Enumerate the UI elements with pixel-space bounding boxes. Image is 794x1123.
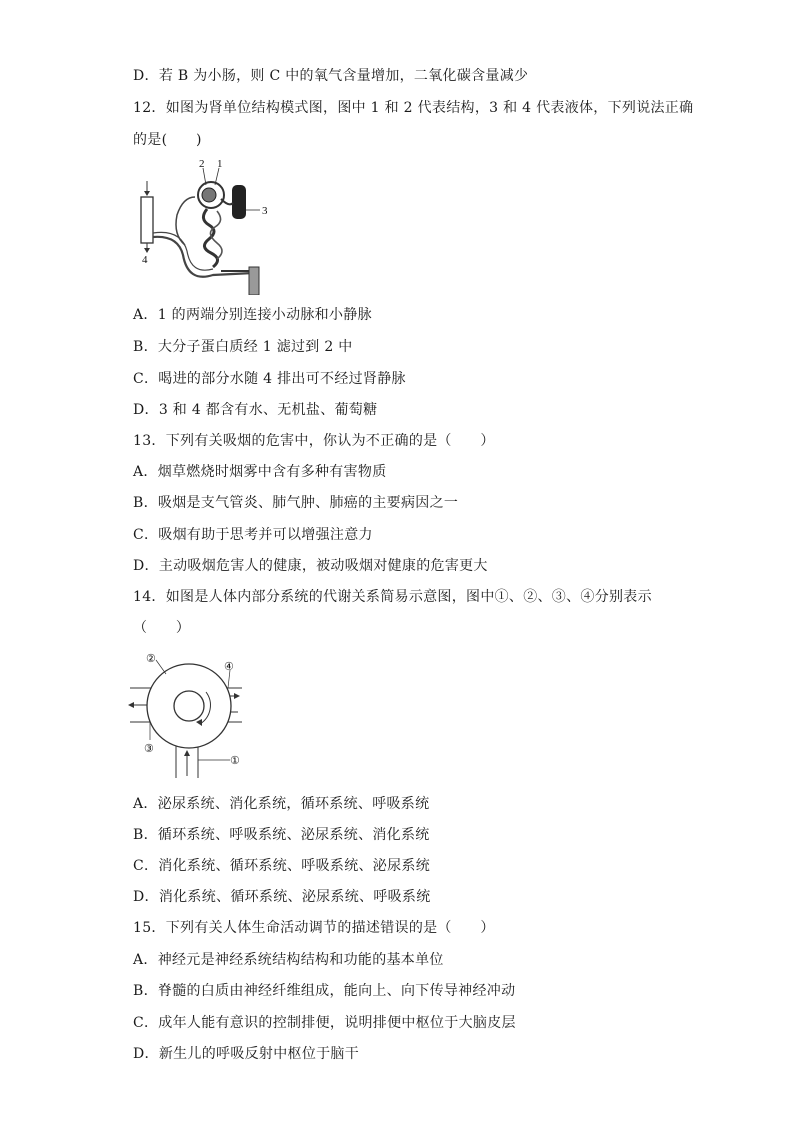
question-13-option-b: B．吸烟是支气管炎、肺气肿、肺癌的主要病因之一 bbox=[133, 495, 459, 511]
nephron-label-2: 2 bbox=[199, 158, 205, 170]
diagram-label-4: ④ bbox=[224, 661, 234, 673]
glomerulus bbox=[202, 188, 216, 202]
nephron-diagram bbox=[133, 155, 278, 295]
nephron-label-1: 1 bbox=[217, 158, 223, 170]
question-12-option-b: B．大分子蛋白质经 1 滤过到 2 中 bbox=[133, 339, 353, 355]
question-13-option-d: D．主动吸烟危害人的健康，被动吸烟对健康的危害更大 bbox=[133, 558, 488, 574]
question-12-option-c: C．喝进的部分水随 4 排出可不经过肾静脉 bbox=[133, 371, 406, 387]
question-14-stem-line1: 14．如图是人体内部分系统的代谢关系简易示意图，图中①、②、③、④分别表示 bbox=[133, 589, 652, 605]
question-13-option-c: C．吸烟有助于思考并可以增强注意力 bbox=[133, 527, 373, 543]
inner-ring bbox=[174, 691, 204, 721]
question-14-option-d: D．消化系统、循环系统、泌尿系统、呼吸系统 bbox=[133, 889, 431, 905]
question-12-stem-line1: 12．如图为肾单位结构模式图，图中 1 和 2 代表结构，3 和 4 代表液体，下列说法正确 bbox=[133, 100, 694, 116]
question-15-option-d: D．新生儿的呼吸反射中枢位于脑干 bbox=[133, 1046, 360, 1062]
question-12-option-d: D．3 和 4 都含有水、无机盐、葡萄糖 bbox=[133, 402, 378, 418]
question-14-option-a: A．泌尿系统、消化系统，循环系统、呼吸系统 bbox=[133, 796, 430, 812]
question-14-stem-line2: （ ） bbox=[133, 620, 191, 636]
question-15-option-c: C．成年人能有意识的控制排便，说明排便中枢位于大脑皮层 bbox=[133, 1015, 516, 1031]
diagram-label-3: ③ bbox=[144, 743, 154, 755]
question-15-option-a: A．神经元是神经系统结构结构和功能的基本单位 bbox=[133, 952, 444, 968]
question-11-option-d: D．若 B 为小肠，则 C 中的氧气含量增加，二氧化碳含量减少 bbox=[133, 68, 529, 84]
diagram-label-2: ② bbox=[146, 653, 156, 665]
question-13-option-a: A．烟草燃烧时烟雾中含有多种有害物质 bbox=[133, 464, 387, 480]
nephron-label-4: 4 bbox=[142, 254, 148, 266]
question-12-stem-line2: 的是( ) bbox=[133, 132, 202, 148]
collecting-tube bbox=[141, 197, 153, 243]
question-13-stem: 13．下列有关吸烟的危害中，你认为不正确的是（ ） bbox=[133, 433, 495, 449]
nephron-label-3: 3 bbox=[262, 205, 268, 217]
question-14-option-c: C．消化系统、循环系统、呼吸系统、泌尿系统 bbox=[133, 858, 431, 874]
question-12-option-a: A．1 的两端分别连接小动脉和小静脉 bbox=[133, 307, 372, 323]
metabolism-diagram bbox=[120, 648, 250, 780]
blood-vessel bbox=[232, 185, 246, 219]
question-15-stem: 15．下列有关人体生命活动调节的描述错误的是（ ） bbox=[133, 920, 495, 936]
question-14-option-b: B．循环系统、呼吸系统、泌尿系统、消化系统 bbox=[133, 827, 430, 843]
question-15-option-b: B．脊髓的白质由神经纤维组成，能向上、向下传导神经冲动 bbox=[133, 983, 516, 999]
diagram-label-1: ① bbox=[230, 755, 240, 767]
